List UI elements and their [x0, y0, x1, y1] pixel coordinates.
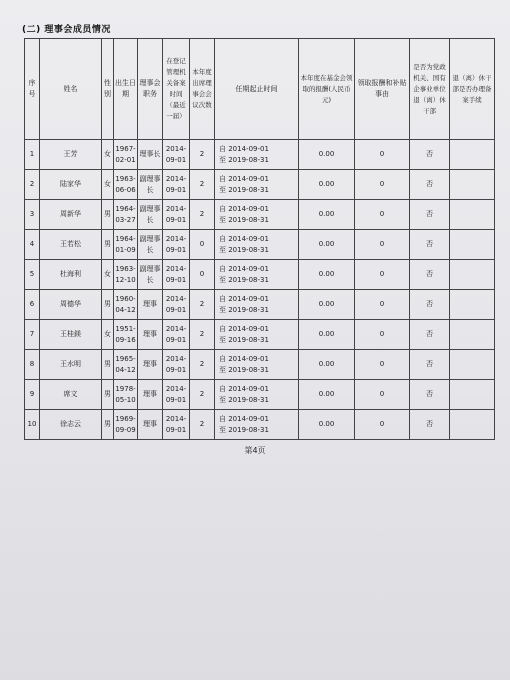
cell-attendance: 0 — [190, 230, 215, 260]
cell-index: 3 — [25, 200, 40, 230]
cell-retired-cadre: 否 — [410, 230, 450, 260]
term-from: 自 2014-09-01 — [219, 414, 269, 423]
header-gender: 性别 — [102, 39, 114, 140]
cell-retired-filing — [450, 380, 495, 410]
cell-gender: 男 — [102, 230, 114, 260]
cell-term — [215, 140, 299, 170]
cell-filing-date: 2014-09-01 — [163, 290, 190, 320]
term-to: 至 2019-08-31 — [219, 155, 269, 164]
page-number: 第4页 — [244, 446, 266, 455]
cell-position: 理事长 — [138, 140, 163, 170]
term-from: 自 2014-09-01 — [219, 354, 269, 363]
cell-term — [215, 410, 299, 440]
cell-name: 王若松 — [40, 230, 102, 260]
header-name: 姓名 — [40, 39, 102, 140]
term-to: 至 2019-08-31 — [219, 245, 269, 254]
term-to: 至 2019-08-31 — [219, 305, 269, 314]
table-header-row — [25, 39, 495, 140]
cell-term — [215, 170, 299, 200]
term-to: 至 2019-08-31 — [219, 215, 269, 224]
cell-filing-date: 2014-09-01 — [163, 320, 190, 350]
header-birth: 出生日期 — [114, 39, 138, 140]
cell-attendance: 2 — [190, 140, 215, 170]
cell-subsidy: 0 — [355, 170, 410, 200]
cell-retired-filing — [450, 290, 495, 320]
cell-retired-cadre: 否 — [410, 320, 450, 350]
cell-attendance: 2 — [190, 200, 215, 230]
table-row — [25, 260, 495, 290]
cell-filing-date: 2014-09-01 — [163, 260, 190, 290]
term-from: 自 2014-09-01 — [219, 204, 269, 213]
cell-birth: 1963-12-10 — [114, 260, 138, 290]
cell-position: 理事 — [138, 350, 163, 380]
cell-attendance: 0 — [190, 260, 215, 290]
cell-position: 理事 — [138, 410, 163, 440]
cell-name: 席文 — [40, 380, 102, 410]
cell-birth: 1967-02-01 — [114, 140, 138, 170]
cell-birth: 1964-01-09 — [114, 230, 138, 260]
cell-salary: 0.00 — [299, 230, 355, 260]
cell-index: 8 — [25, 350, 40, 380]
cell-salary: 0.00 — [299, 170, 355, 200]
cell-subsidy: 0 — [355, 380, 410, 410]
term-from: 自 2014-09-01 — [219, 174, 269, 183]
header-attendance: 本年度出席理事会会议次数 — [190, 39, 215, 140]
cell-retired-filing — [450, 320, 495, 350]
term-from: 自 2014-09-01 — [219, 234, 269, 243]
table-row — [25, 380, 495, 410]
cell-position: 理事 — [138, 380, 163, 410]
term-from: 自 2014-09-01 — [219, 294, 269, 303]
cell-gender: 女 — [102, 170, 114, 200]
cell-attendance: 2 — [190, 320, 215, 350]
term-from: 自 2014-09-01 — [219, 264, 269, 273]
table-body — [25, 140, 495, 440]
cell-attendance: 2 — [190, 170, 215, 200]
table-row — [25, 230, 495, 260]
term-to: 至 2019-08-31 — [219, 185, 269, 194]
cell-attendance: 2 — [190, 290, 215, 320]
cell-name: 王桂鎂 — [40, 320, 102, 350]
cell-position: 副理事长 — [138, 260, 163, 290]
cell-salary: 0.00 — [299, 380, 355, 410]
cell-name: 周德华 — [40, 290, 102, 320]
cell-subsidy: 0 — [355, 290, 410, 320]
cell-gender: 女 — [102, 320, 114, 350]
term-to: 至 2019-08-31 — [219, 425, 269, 434]
cell-name: 陆家华 — [40, 170, 102, 200]
cell-index: 2 — [25, 170, 40, 200]
cell-retired-filing — [450, 350, 495, 380]
cell-name: 杜海利 — [40, 260, 102, 290]
table-row — [25, 200, 495, 230]
cell-retired-cadre: 否 — [410, 290, 450, 320]
cell-term — [215, 350, 299, 380]
cell-birth: 1964-03-27 — [114, 200, 138, 230]
cell-name: 王芳 — [40, 140, 102, 170]
cell-position: 副理事长 — [138, 230, 163, 260]
cell-gender: 男 — [102, 410, 114, 440]
cell-filing-date: 2014-09-01 — [163, 230, 190, 260]
cell-subsidy: 0 — [355, 320, 410, 350]
header-index: 序号 — [25, 39, 40, 140]
cell-name: 周新华 — [40, 200, 102, 230]
cell-birth: 1965-04-12 — [114, 350, 138, 380]
table-row — [25, 350, 495, 380]
cell-attendance: 2 — [190, 350, 215, 380]
cell-term — [215, 260, 299, 290]
cell-gender: 男 — [102, 290, 114, 320]
cell-filing-date: 2014-09-01 — [163, 410, 190, 440]
cell-term — [215, 380, 299, 410]
cell-filing-date: 2014-09-01 — [163, 350, 190, 380]
header-retired-cadre: 是否为党政机关、国有企事业单位退（离）休干部 — [410, 39, 450, 140]
term-to: 至 2019-08-31 — [219, 395, 269, 404]
cell-index: 5 — [25, 260, 40, 290]
cell-retired-filing — [450, 200, 495, 230]
table-row — [25, 410, 495, 440]
cell-term — [215, 200, 299, 230]
cell-index: 6 — [25, 290, 40, 320]
header-term: 任期起止时间 — [215, 39, 299, 140]
cell-salary: 0.00 — [299, 290, 355, 320]
cell-index: 4 — [25, 230, 40, 260]
cell-retired-filing — [450, 230, 495, 260]
cell-retired-cadre: 否 — [410, 140, 450, 170]
cell-subsidy: 0 — [355, 140, 410, 170]
cell-index: 10 — [25, 410, 40, 440]
cell-retired-filing — [450, 170, 495, 200]
cell-gender: 男 — [102, 380, 114, 410]
table-row — [25, 140, 495, 170]
cell-term — [215, 320, 299, 350]
cell-retired-cadre: 否 — [410, 350, 450, 380]
cell-salary: 0.00 — [299, 200, 355, 230]
cell-salary: 0.00 — [299, 410, 355, 440]
board-members-table — [24, 38, 495, 440]
cell-term — [215, 290, 299, 320]
cell-retired-cadre: 否 — [410, 260, 450, 290]
cell-retired-cadre: 否 — [410, 410, 450, 440]
term-from: 自 2014-09-01 — [219, 324, 269, 333]
cell-filing-date: 2014-09-01 — [163, 200, 190, 230]
cell-birth: 1960-04-12 — [114, 290, 138, 320]
term-to: 至 2019-08-31 — [219, 275, 269, 284]
table-row — [25, 290, 495, 320]
cell-gender: 女 — [102, 140, 114, 170]
cell-name: 徐志云 — [40, 410, 102, 440]
cell-index: 7 — [25, 320, 40, 350]
cell-term — [215, 230, 299, 260]
cell-gender: 女 — [102, 260, 114, 290]
term-to: 至 2019-08-31 — [219, 335, 269, 344]
cell-birth: 1963-06-06 — [114, 170, 138, 200]
cell-filing-date: 2014-09-01 — [163, 140, 190, 170]
cell-index: 9 — [25, 380, 40, 410]
header-salary: 本年度在基金会领取的报酬(人民币元) — [299, 39, 355, 140]
cell-filing-date: 2014-09-01 — [163, 170, 190, 200]
cell-gender: 男 — [102, 350, 114, 380]
header-retired-filing: 退（离）休干部是否办理备案手续 — [450, 39, 495, 140]
cell-birth: 1951-09-16 — [114, 320, 138, 350]
cell-birth: 1969-09-09 — [114, 410, 138, 440]
cell-retired-filing — [450, 140, 495, 170]
cell-subsidy: 0 — [355, 230, 410, 260]
cell-subsidy: 0 — [355, 260, 410, 290]
cell-gender: 男 — [102, 200, 114, 230]
cell-retired-cadre: 否 — [410, 200, 450, 230]
cell-retired-filing — [450, 410, 495, 440]
header-position: 理事会职务 — [138, 39, 163, 140]
term-to: 至 2019-08-31 — [219, 365, 269, 374]
cell-position: 副理事长 — [138, 170, 163, 200]
cell-retired-cadre: 否 — [410, 170, 450, 200]
cell-birth: 1978-05-10 — [114, 380, 138, 410]
cell-position: 副理事长 — [138, 200, 163, 230]
cell-name: 王水明 — [40, 350, 102, 380]
cell-retired-filing — [450, 260, 495, 290]
cell-salary: 0.00 — [299, 350, 355, 380]
cell-subsidy: 0 — [355, 200, 410, 230]
header-filing-date: 在登记管理机关备案时间（最近一届） — [163, 39, 190, 140]
cell-salary: 0.00 — [299, 140, 355, 170]
cell-subsidy: 0 — [355, 350, 410, 380]
header-subsidy-reason: 领取报酬和补贴事由 — [355, 39, 410, 140]
cell-attendance: 2 — [190, 410, 215, 440]
term-from: 自 2014-09-01 — [219, 144, 269, 153]
cell-filing-date: 2014-09-01 — [163, 380, 190, 410]
cell-position: 理事 — [138, 290, 163, 320]
section-title: (二) 理事会成员情况 — [22, 25, 111, 35]
cell-salary: 0.00 — [299, 260, 355, 290]
table-row — [25, 320, 495, 350]
cell-position: 理事 — [138, 320, 163, 350]
cell-retired-cadre: 否 — [410, 380, 450, 410]
cell-index: 1 — [25, 140, 40, 170]
table-row — [25, 170, 495, 200]
term-from: 自 2014-09-01 — [219, 384, 269, 393]
cell-subsidy: 0 — [355, 410, 410, 440]
cell-salary: 0.00 — [299, 320, 355, 350]
cell-attendance: 2 — [190, 380, 215, 410]
